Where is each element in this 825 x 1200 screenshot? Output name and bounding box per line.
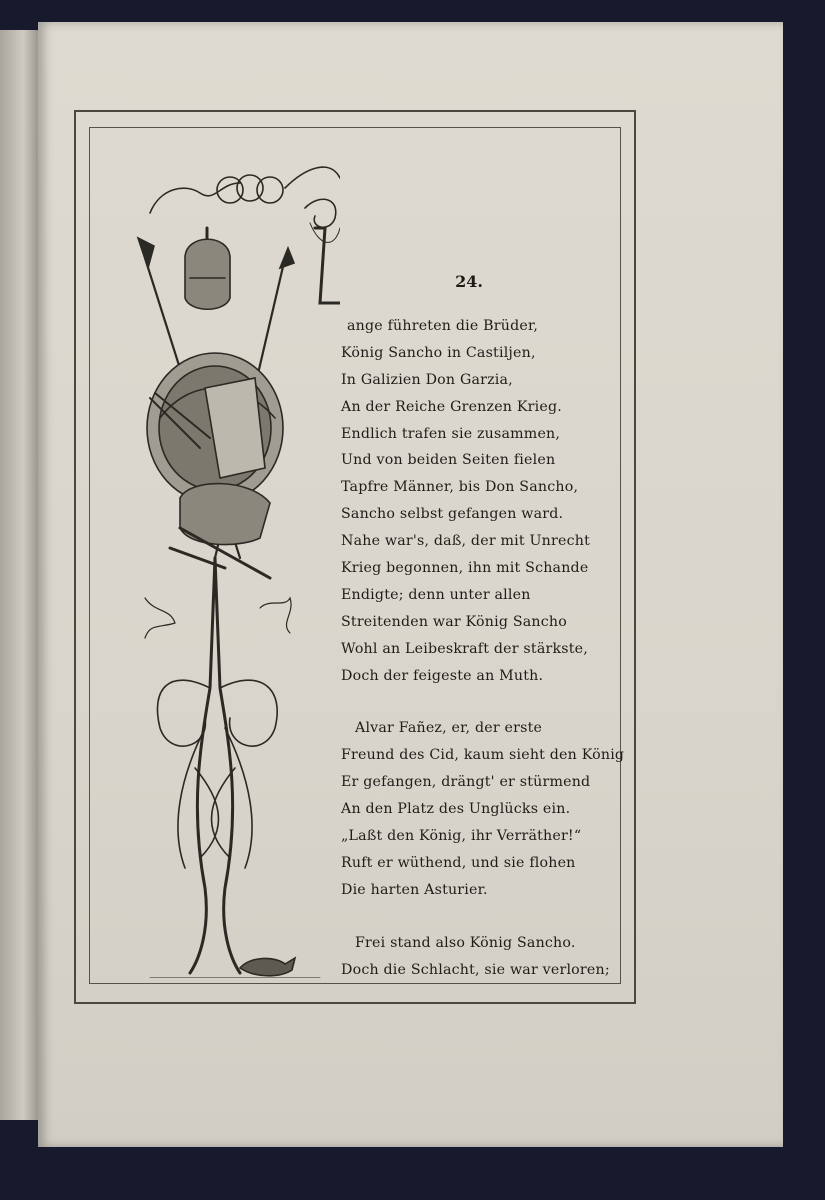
poem-line: Sancho selbst gefangen ward. [341,506,564,523]
poem-line: Nahe war's, daß, der mit Unrecht [341,533,590,550]
poem-line: „Laßt den König, ihr Verräther!“ [341,828,582,845]
poem-line: Tapfre Männer, bis Don Sancho, [341,479,579,496]
poem-line: Wohl an Leibeskraft der stärkste, [341,640,588,657]
poem-line: Frei stand also König Sancho. [355,934,576,951]
poem-line: Freund des Cid, kaum sieht den König [341,747,625,764]
poem-line: Die harten Asturier. [341,881,488,898]
poem-line: Alvar Fañez, er, der erste [355,720,543,737]
poem-line: Doch der feigeste an Muth. [341,667,544,684]
helmet-icon [185,239,230,309]
ornamental-illustration [90,128,340,978]
poem-line: In Galizien Don Garzia, [341,371,513,388]
drop-cap-l [315,228,340,303]
poem-line: König Sancho in Castiljen, [341,344,536,361]
leaf-ornament [145,598,175,638]
poem-line: An den Platz des Unglücks ein. [341,801,571,818]
tree-trunk [190,558,215,973]
fox-icon [240,958,295,976]
poem-line: Ruft er wüthend, und sie flohen [341,854,576,871]
poem-line: Endlich trafen sie zusammen, [341,425,561,442]
stanza-gap [341,689,621,715]
poem-line: An der Reiche Grenzen Krieg. [341,398,562,415]
stanza-gap [341,904,621,930]
poem-line: Und von beiden Seiten fielen [341,452,556,469]
poem-line: Er gefangen, drängt' er stürmend [341,774,591,791]
scroll-vine [150,183,240,213]
poem-line: Endigte; denn unter allen [341,586,531,603]
poem-line: Krieg begonnen, ihn mit Schande [341,560,589,577]
poem-line: Streitenden war König Sancho [341,613,567,630]
left-page-edge [0,30,42,1120]
poem-line: ange führeten die Brüder, [347,318,539,334]
poem-text [341,313,625,983]
poem-line: Doch die Schlacht, sie war verloren; [341,961,610,978]
poem-number: 24. [455,272,483,291]
